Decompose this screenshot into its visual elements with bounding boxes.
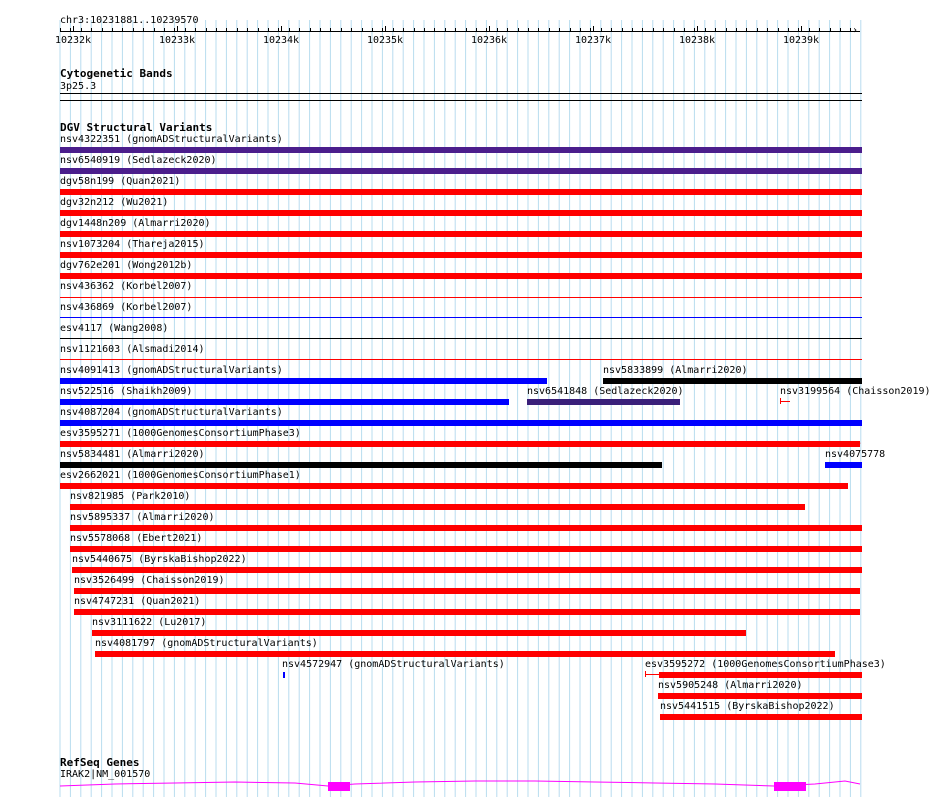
ruler-minor-tick (320, 28, 321, 31)
ruler-minor-tick (746, 28, 747, 31)
track-label[interactable]: nsv5441515 (ByrskaBishop2022) (660, 701, 835, 712)
variant-bar[interactable] (74, 588, 860, 594)
ruler-minor-tick (362, 28, 363, 31)
ruler-minor-tick (684, 28, 685, 31)
ruler-minor-tick (663, 28, 664, 31)
ruler-minor-tick (258, 28, 259, 31)
variant-bar[interactable] (60, 231, 862, 237)
track-label[interactable]: esv3595271 (1000GenomesConsortiumPhase3) (60, 428, 301, 439)
ruler-major-tick (177, 26, 178, 32)
variant-bar[interactable] (658, 693, 862, 699)
variant-bar[interactable] (60, 168, 862, 174)
ruler-major-tick (73, 26, 74, 32)
ruler-minor-tick (850, 28, 851, 31)
ruler-minor-tick (372, 28, 373, 31)
refseq-title: RefSeq Genes (60, 756, 140, 769)
ruler-minor-tick (830, 28, 831, 31)
cytoband-label: 3p25.3 (60, 81, 97, 92)
ruler-minor-tick (195, 28, 196, 31)
variant-bar[interactable] (95, 651, 835, 657)
track-label[interactable]: nsv436362 (Korbel2007) (60, 281, 193, 292)
ruler-minor-tick (632, 28, 633, 31)
track-label[interactable]: nsv436869 (Korbel2007) (60, 302, 193, 313)
ruler-minor-tick (549, 28, 550, 31)
track-label[interactable]: nsv4081797 (gnomADStructuralVariants) (95, 638, 318, 649)
ruler-minor-tick (112, 28, 113, 31)
ruler-minor-tick (788, 28, 789, 31)
tick-label: 10235k (366, 35, 404, 46)
variant-bar[interactable] (60, 273, 862, 279)
ruler-minor-tick (809, 28, 810, 31)
ruler-position-label: chr3:10231881..10239570 (60, 15, 199, 26)
variant-bar-connector (645, 674, 659, 675)
tick-label: 10239k (782, 35, 820, 46)
track-label[interactable]: nsv6541848 (Sedlazeck2020) (527, 386, 684, 397)
ruler-minor-tick (622, 28, 623, 31)
ruler-major-tick (281, 26, 282, 32)
ruler-minor-tick (455, 28, 456, 31)
variant-bar[interactable] (60, 378, 547, 384)
ruler-minor-tick (382, 28, 383, 31)
ruler-minor-tick (216, 28, 217, 31)
variant-bar[interactable] (825, 462, 862, 468)
ruler-minor-tick (767, 28, 768, 31)
variant-bar[interactable] (660, 714, 862, 720)
ruler-minor-tick (798, 28, 799, 31)
ruler-minor-tick (133, 28, 134, 31)
ruler-minor-tick (757, 28, 758, 31)
ruler-minor-tick (434, 28, 435, 31)
ruler-minor-tick (122, 28, 123, 31)
ruler-minor-tick (840, 28, 841, 31)
variant-bar[interactable] (60, 483, 848, 489)
ruler-minor-tick (81, 28, 82, 31)
ruler-minor-tick (247, 28, 248, 31)
ruler-minor-tick (174, 28, 175, 31)
ruler-minor-tick (736, 28, 737, 31)
track-label[interactable]: dgv762e201 (Wong2012b) (60, 260, 193, 271)
track-label[interactable]: nsv4322351 (gnomADStructuralVariants) (60, 134, 283, 145)
track-label[interactable]: nsv1073204 (Thareja2015) (60, 239, 205, 250)
ruler-minor-tick (102, 28, 103, 31)
ruler-major-tick (385, 26, 386, 32)
gene-intron-line (60, 781, 860, 786)
ruler-minor-tick (403, 28, 404, 31)
ruler-major-tick (697, 26, 698, 32)
gene-exon (328, 782, 350, 791)
variant-tick (645, 671, 646, 677)
ruler-minor-tick (507, 28, 508, 31)
ruler-minor-tick (424, 28, 425, 31)
track-label[interactable]: nsv4747231 (Quan2021) (74, 596, 201, 607)
ruler-major-tick (593, 26, 594, 32)
tick-label: 10237k (574, 35, 612, 46)
ruler-minor-tick (289, 28, 290, 31)
ruler-minor-tick (330, 28, 331, 31)
track-label[interactable]: dgv1448n209 (Almarri2020) (60, 218, 211, 229)
ruler-minor-tick (694, 28, 695, 31)
ruler-minor-tick (414, 28, 415, 31)
track-label[interactable]: nsv6540919 (Sedlazeck2020) (60, 155, 217, 166)
ruler-minor-tick (674, 28, 675, 31)
track-label[interactable]: nsv5905248 (Almarri2020) (658, 680, 803, 691)
tick-label: 10232k (54, 35, 92, 46)
variant-bar[interactable] (70, 546, 862, 552)
ruler-minor-tick (601, 28, 602, 31)
variant-bar[interactable] (60, 189, 862, 195)
ruler-minor-tick (185, 28, 186, 31)
track-label[interactable]: nsv821985 (Park2010) (70, 491, 191, 502)
variant-bar[interactable] (60, 359, 862, 360)
gene-model[interactable] (55, 778, 865, 792)
ruler-major-tick (801, 26, 802, 32)
arrow-right-icon: › (856, 438, 863, 449)
track-label[interactable]: nsv5578068 (Ebert2021) (70, 533, 203, 544)
variant-bar[interactable] (70, 504, 805, 510)
variant-bar[interactable] (60, 399, 509, 405)
track-label[interactable]: esv4117 (Wang2008) (60, 323, 169, 334)
variant-bar[interactable] (60, 317, 862, 318)
track-label[interactable]: nsv3199564 (Chaisson2019) (780, 386, 931, 397)
variant-bar[interactable] (60, 210, 862, 216)
ruler-minor-tick (590, 28, 591, 31)
variant-bar[interactable] (60, 252, 862, 258)
ruler-minor-tick (466, 28, 467, 31)
cytoband-title: Cytogenetic Bands (60, 67, 173, 80)
ruler-minor-tick (528, 28, 529, 31)
gene-label[interactable]: IRAK2|NM_001570 (60, 769, 151, 780)
ruler-minor-tick (143, 28, 144, 31)
track-label[interactable]: esv3595272 (1000GenomesConsortiumPhase3) (645, 659, 886, 670)
variant-bar[interactable] (60, 462, 662, 468)
track-label[interactable]: nsv5440675 (ByrskaBishop2022) (72, 554, 247, 565)
variant-bar[interactable] (74, 609, 860, 615)
ruler-minor-tick (237, 28, 238, 31)
track-label[interactable]: nsv3111622 (Lu2017) (92, 617, 207, 628)
track-label[interactable]: nsv3526499 (Chaisson2019) (74, 575, 225, 586)
variant-bar[interactable] (60, 338, 862, 339)
ruler-arrow-icon: › (852, 25, 859, 36)
ruler-minor-tick (642, 28, 643, 31)
track-label[interactable]: nsv522516 (Shaikh2009) (60, 386, 193, 397)
variant-bar[interactable] (780, 401, 790, 402)
ruler-minor-tick (726, 28, 727, 31)
track-label[interactable]: dgv58n199 (Quan2021) (60, 176, 181, 187)
cytoband-bar-bottom (60, 100, 862, 101)
variant-bar[interactable] (60, 441, 860, 447)
ruler-minor-tick (653, 28, 654, 31)
ruler-minor-tick (154, 28, 155, 31)
ruler-minor-tick (715, 28, 716, 31)
ruler-minor-tick (611, 28, 612, 31)
track-label[interactable]: nsv1121603 (Alsmadi2014) (60, 344, 205, 355)
ruler-minor-tick (278, 28, 279, 31)
variant-bar[interactable] (72, 567, 862, 573)
ruler-minor-tick (476, 28, 477, 31)
track-label[interactable]: nsv4087204 (gnomADStructuralVariants) (60, 407, 283, 418)
variant-bar[interactable] (60, 297, 862, 298)
track-label[interactable]: nsv5834481 (Almarri2020) (60, 449, 205, 460)
ruler-minor-tick (299, 28, 300, 31)
tick-label: 10238k (678, 35, 716, 46)
ruler-minor-tick (393, 28, 394, 31)
ruler-minor-tick (310, 28, 311, 31)
ruler-minor-tick (206, 28, 207, 31)
ruler-minor-tick (518, 28, 519, 31)
ruler-minor-tick (819, 28, 820, 31)
ruler-minor-tick (164, 28, 165, 31)
variant-tick (780, 398, 781, 404)
dgv-title: DGV Structural Variants (60, 121, 213, 134)
ruler-minor-tick (60, 28, 61, 31)
variant-bar[interactable] (659, 672, 862, 678)
ruler-minor-tick (778, 28, 779, 31)
variant-bar[interactable] (527, 399, 680, 405)
ruler-axis (60, 31, 860, 32)
track-label[interactable]: nsv5895337 (Almarri2020) (70, 512, 215, 523)
ruler-minor-tick (497, 28, 498, 31)
track-label[interactable]: nsv4075778 (825, 449, 886, 460)
tick-label: 10234k (262, 35, 300, 46)
track-label[interactable]: nsv4091413 (gnomADStructuralVariants) (60, 365, 283, 376)
ruler-minor-tick (268, 28, 269, 31)
ruler-minor-tick (70, 28, 71, 31)
ruler-minor-tick (91, 28, 92, 31)
gene-exon (774, 782, 806, 791)
tick-label: 10233k (158, 35, 196, 46)
variant-bar[interactable] (60, 147, 862, 153)
track-label[interactable]: nsv4572947 (gnomADStructuralVariants) (282, 659, 505, 670)
ruler-minor-tick (486, 28, 487, 31)
cytoband-bar-top[interactable] (60, 93, 862, 94)
variant-bar[interactable] (283, 672, 285, 678)
variant-bar[interactable] (603, 378, 862, 384)
track-label[interactable]: dgv32n212 (Wu2021) (60, 197, 169, 208)
ruler-minor-tick (705, 28, 706, 31)
ruler-minor-tick (445, 28, 446, 31)
ruler-minor-tick (570, 28, 571, 31)
track-label[interactable]: esv2662021 (1000GenomesConsortiumPhase1) (60, 470, 301, 481)
variant-bar[interactable] (70, 525, 862, 531)
ruler-minor-tick (351, 28, 352, 31)
ruler-minor-tick (538, 28, 539, 31)
track-label[interactable]: nsv5833899 (Almarri2020) (603, 365, 748, 376)
ruler-minor-tick (226, 28, 227, 31)
ruler-minor-tick (341, 28, 342, 31)
tick-label: 10236k (470, 35, 508, 46)
variant-bar[interactable] (60, 420, 862, 426)
variant-bar[interactable] (92, 630, 746, 636)
ruler-major-tick (489, 26, 490, 32)
ruler-minor-tick (580, 28, 581, 31)
ruler-minor-tick (559, 28, 560, 31)
